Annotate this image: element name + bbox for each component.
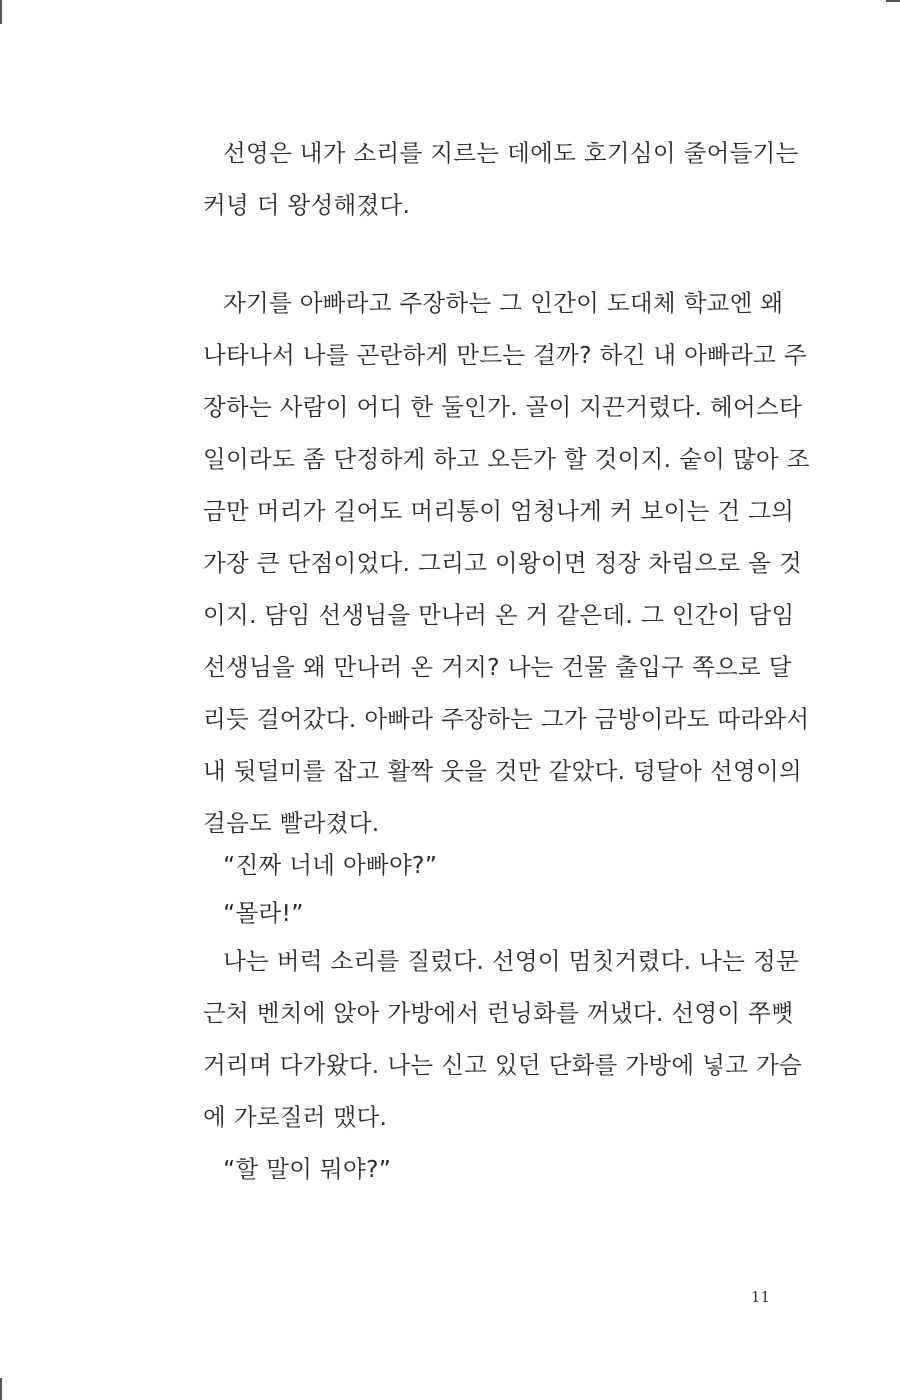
text-line: 걸음도 빨라졌다. xyxy=(203,809,380,837)
page-number: 11 xyxy=(750,1288,770,1306)
text-line: 커녕 더 왕성해졌다. xyxy=(203,191,411,219)
crop-mark-bottom-left xyxy=(0,1378,2,1400)
dialogue-line: “진짜 너네 아빠야?” xyxy=(223,851,438,879)
text-line: 선생님을 왜 만나러 온 거지? 나는 건물 출입구 쪽으로 달 xyxy=(203,653,792,681)
text-line: 내 뒷덜미를 잡고 활짝 웃을 것만 같았다. 덩달아 선영이의 xyxy=(203,757,802,785)
crop-mark-top-left xyxy=(0,0,2,24)
text-line: 선영은 내가 소리를 지르는 데에도 호기심이 줄어들기는 xyxy=(223,139,799,167)
text-line: 금만 머리가 길어도 머리통이 엄청나게 커 보이는 건 그의 xyxy=(203,497,795,525)
text-line: 이지. 담임 선생님을 만나러 온 거 같은데. 그 인간이 담임 xyxy=(203,601,795,629)
text-line: 자기를 아빠라고 주장하는 그 인간이 도대체 학교엔 왜 xyxy=(223,289,784,317)
dialogue-line: “할 말이 뭐야?” xyxy=(223,1155,392,1183)
text-line: 에 가로질러 맸다. xyxy=(203,1103,388,1131)
text-line: 가장 큰 단점이었다. 그리고 이왕이면 정장 차림으로 올 것 xyxy=(203,549,802,577)
text-line: 장하는 사람이 어디 한 둘인가. 골이 지끈거렸다. 헤어스타 xyxy=(203,393,802,421)
dialogue-line: “몰라!” xyxy=(223,899,304,927)
text-line: 나는 버럭 소리를 질렀다. 선영이 멈칫거렸다. 나는 정문 xyxy=(223,947,799,975)
text-line: 나타나서 나를 곤란하게 만드는 걸까? 하긴 내 아빠라고 주 xyxy=(203,341,807,369)
text-line: 리듯 걸어갔다. 아빠라 주장하는 그가 금방이라도 따라와서 xyxy=(203,705,810,733)
text-line: 거리며 다가왔다. 나는 신고 있던 단화를 가방에 넣고 가슴 xyxy=(203,1051,802,1079)
text-line: 일이라도 좀 단정하게 하고 오든가 할 것이지. 숱이 많아 조 xyxy=(203,445,810,473)
crop-mark-top-right xyxy=(886,0,900,2)
text-line: 근처 벤치에 앉아 가방에서 런닝화를 꺼냈다. 선영이 쭈뼛 xyxy=(203,999,795,1027)
